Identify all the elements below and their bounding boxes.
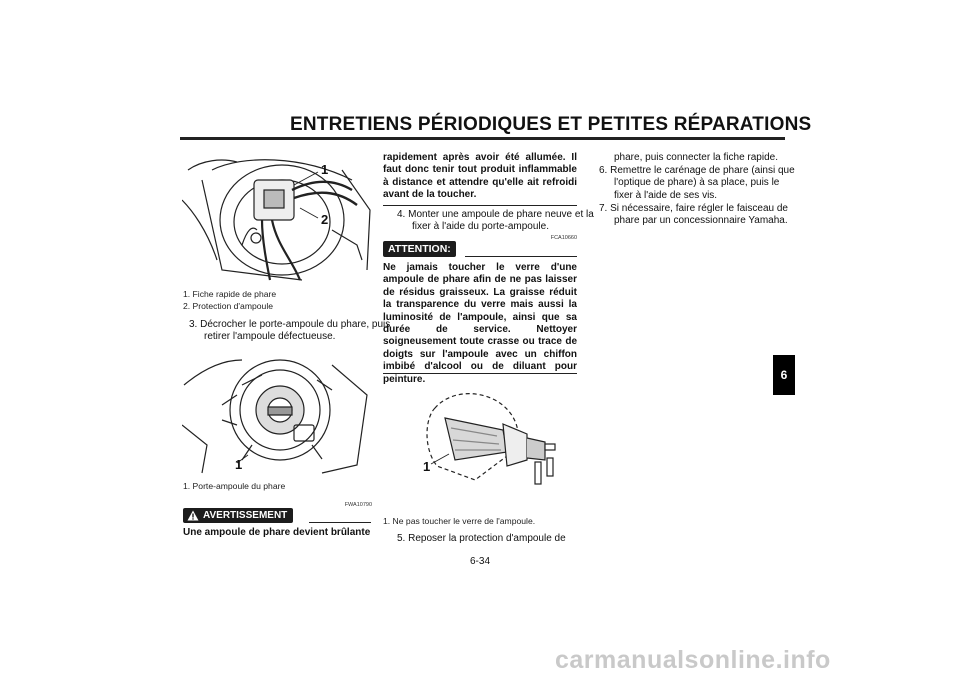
- warning-header: [183, 508, 373, 523]
- caution-badge: ATTENTION:: [383, 241, 456, 257]
- step-7: 7. Si nécessaire, faire régler le faisceau de phare par un concessionnaire Yamaha.: [599, 203, 788, 227]
- caption-headlight-coupler: 1. Fiche rapide de phare: [183, 289, 277, 299]
- figure-bulb-holder-captions: [183, 480, 383, 492]
- figure-bulb-holder: [182, 355, 372, 475]
- step-5-continued: phare, puis connecter la fiche rapide.: [614, 152, 778, 163]
- chapter-tab: 6: [773, 355, 795, 395]
- warning-text-start: Une ampoule de phare devient brûlante: [183, 527, 371, 538]
- warning-end-rule: [383, 205, 577, 206]
- caution-ref-code: FCA10660: [550, 235, 577, 241]
- warning-text-continued: rapidement après avoir été allumée. Il faut donc tenir tout produit inflammable à distance et attendre qu'elle ait refroidi avant de la toucher.: [383, 152, 577, 201]
- caution-header-rule: [465, 256, 577, 257]
- warning-badge: [183, 508, 293, 523]
- caption-bulb-glass: 1. Ne pas toucher le verre de l'ampoule.: [383, 516, 536, 526]
- figure-bulb-captions: [383, 515, 583, 527]
- callout-1: 1: [423, 459, 431, 474]
- step-4: 4. Monter une ampoule de phare neuve et la fixer à l'aide du porte-ampoule.: [397, 209, 594, 233]
- callout-1: 1: [235, 457, 243, 472]
- warning-triangle-icon: [187, 510, 199, 521]
- figure-headlight-coupler-captions: [183, 288, 383, 312]
- caption-bulb-cover: 2. Protection d'ampoule: [183, 301, 274, 311]
- page-title: ENTRETIENS PÉRIODIQUES ET PETITES RÉPARATIONS: [290, 114, 812, 135]
- warning-ref-code: FWA10790: [344, 502, 372, 508]
- caution-end-rule: [383, 373, 577, 374]
- figure-headlight-coupler: [182, 150, 372, 285]
- step-3: 3. Décrocher le porte-ampoule du phare, puis retirer l'ampoule défectueuse.: [189, 319, 391, 343]
- callout-2: 2: [321, 212, 329, 227]
- warning-header-rule: [309, 522, 371, 523]
- caution-text: Ne jamais toucher le verre d'une ampoule de phare afin de ne pas laisser de résidus graisseux. La graisse réduit la transparence du verre mais aussi la luminosité de l'ampoule, ainsi que sa durée de service. Nettoyer soigneusement toute crasse ou trace de doigts sur l'ampoule avec un chiffon imbibé d'alcool ou de diluant pour peinture.: [383, 262, 577, 385]
- caption-bulb-holder: 1. Porte-ampoule du phare: [183, 481, 286, 491]
- figure-bulb-holder-drawing: [182, 355, 372, 475]
- warning-label: AVERTISSEMENT: [203, 510, 288, 521]
- page-number: 6-34: [469, 556, 490, 567]
- title-rule: [180, 137, 785, 140]
- watermark: carmanualsonline.info: [555, 646, 831, 674]
- caution-header: [383, 241, 577, 257]
- step-6: 6. Remettre le carénage de phare (ainsi que l'optique de phare) à sa place, puis le fixer à l'aide de ses vis.: [599, 165, 795, 201]
- figure-bulb-drawing: [415, 388, 575, 498]
- figure-bulb: [415, 388, 575, 498]
- step-5: 5. Reposer la protection d'ampoule de: [397, 533, 566, 544]
- callout-1: 1: [321, 162, 329, 177]
- figure-headlight-coupler-drawing: [182, 150, 372, 285]
